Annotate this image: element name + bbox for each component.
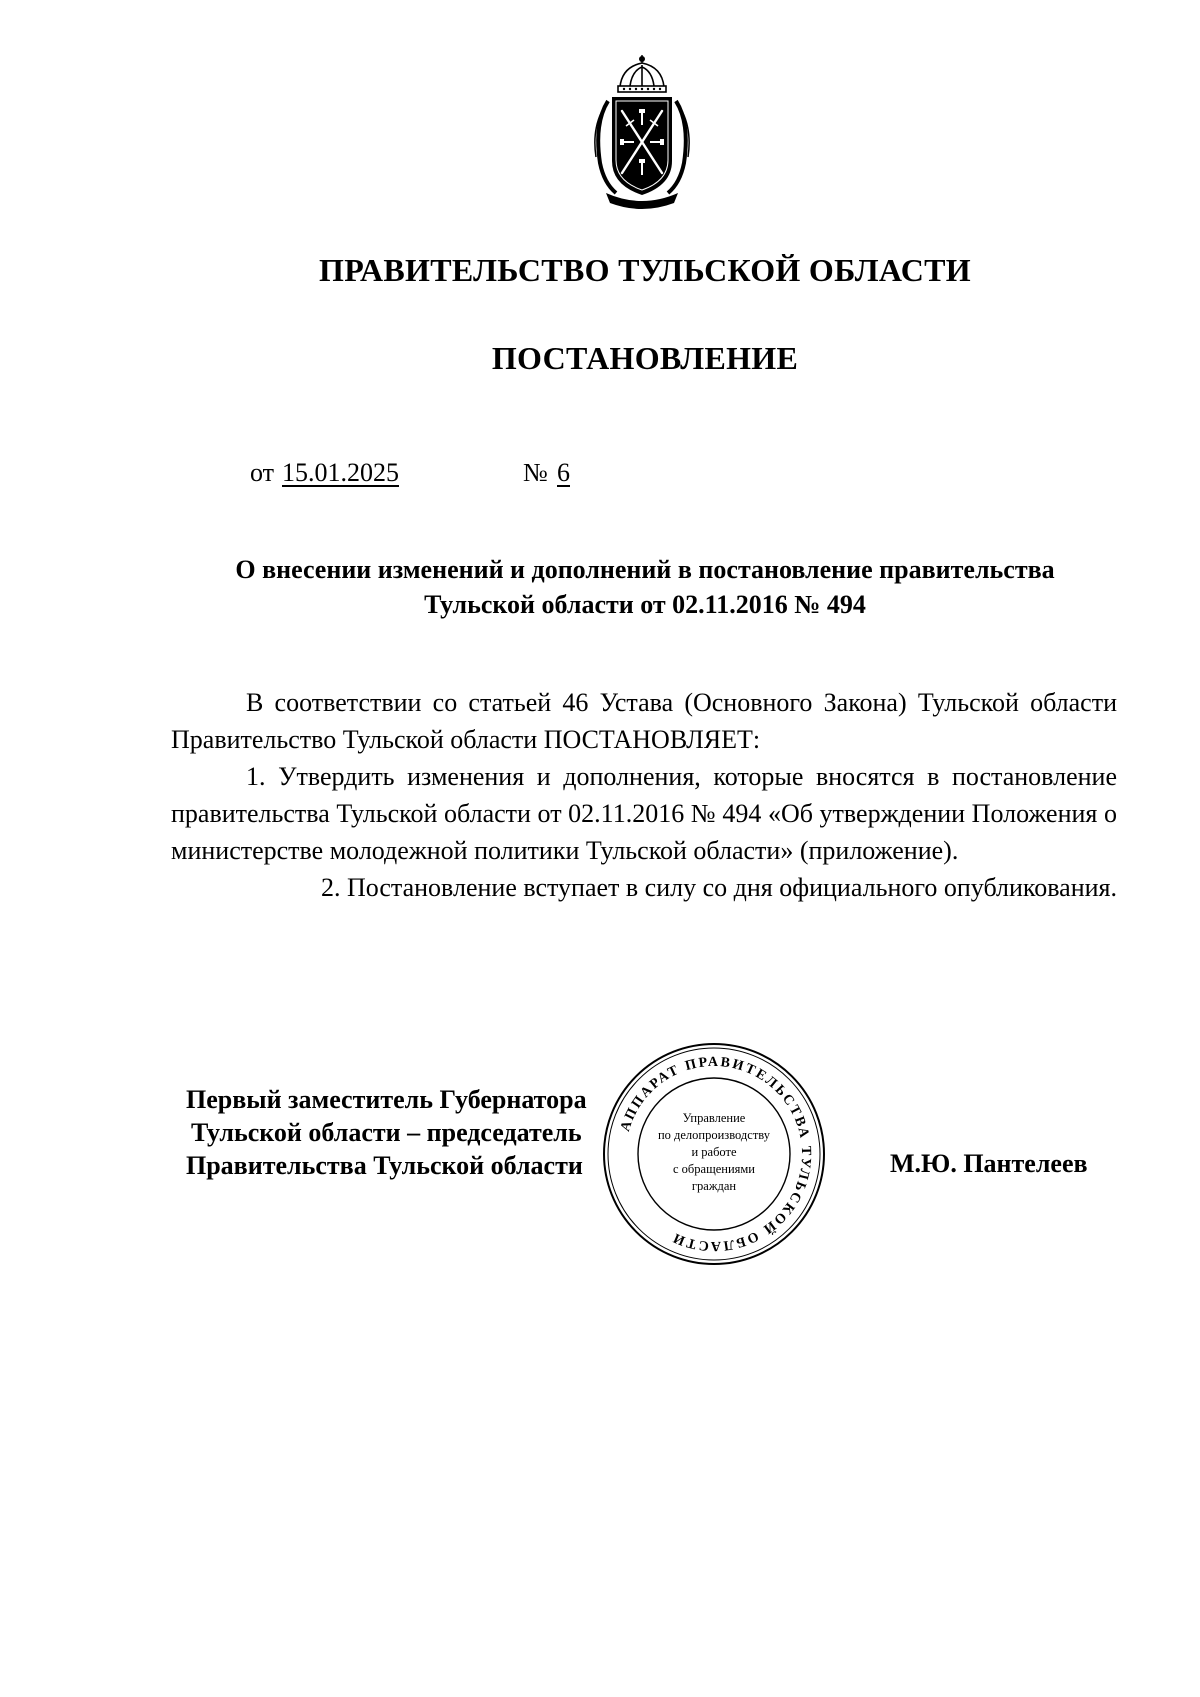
official-round-stamp — [600, 1040, 828, 1268]
stamp-ring-text: АППАРАТ ПРАВИТЕЛЬСТВА ТУЛЬСКОЙ ОБЛАСТИ — [618, 1054, 814, 1254]
subject-line-2: Тульской области от 02.11.2016 № 494 — [424, 590, 866, 619]
tula-oblast-coat-of-arms-icon — [582, 53, 702, 213]
stamp-center-line-3: и работе — [691, 1145, 737, 1159]
document-body — [171, 684, 1117, 906]
document-type-title: ПОСТАНОВЛЕНИЕ — [491, 340, 799, 376]
number-prefix: № — [523, 458, 548, 487]
date-prefix: от — [250, 458, 275, 487]
stamp-center-line-5: граждан — [691, 1179, 737, 1193]
document-date: 15.01.2025 — [282, 458, 399, 487]
stamp-center-line-1: Управление — [682, 1111, 746, 1125]
body-paragraph-preamble: В соответствии со статьей 46 Устава (Основного Закона) Тульской области Правительство Тульской области ПОСТАНОВЛЯЕТ: — [171, 688, 1117, 754]
signatory-name: М.Ю. Пантелеев — [890, 1149, 1088, 1178]
document-number: 6 — [557, 458, 570, 487]
subject-line-1: О внесении изменений и дополнений в постановление правительства — [235, 555, 1055, 584]
document-subject — [150, 552, 1140, 622]
body-paragraph-item-1: 1. Утвердить изменения и дополнения, которые вносятся в постановление правительства Тульской области от 02.11.2016 № 494 «Об утверждении Положения о министерстве молодежной политики Тульской области» (приложение). — [171, 762, 1117, 865]
position-line-2: Тульской области – председатель — [191, 1118, 582, 1147]
body-paragraph-item-2: 2. Постановление вступает в силу со дня официального опубликования. — [320, 873, 1117, 902]
position-line-1: Первый заместитель Губернатора — [186, 1085, 587, 1114]
signatory-position — [186, 1083, 587, 1182]
stamp-center-line-4: с обращениями — [673, 1162, 755, 1176]
position-line-3: Правительства Тульской области — [186, 1151, 583, 1180]
organization-title: ПРАВИТЕЛЬСТВО ТУЛЬСКОЙ ОБЛАСТИ — [319, 252, 971, 288]
stamp-center-line-2: по делопроизводству — [657, 1128, 771, 1142]
